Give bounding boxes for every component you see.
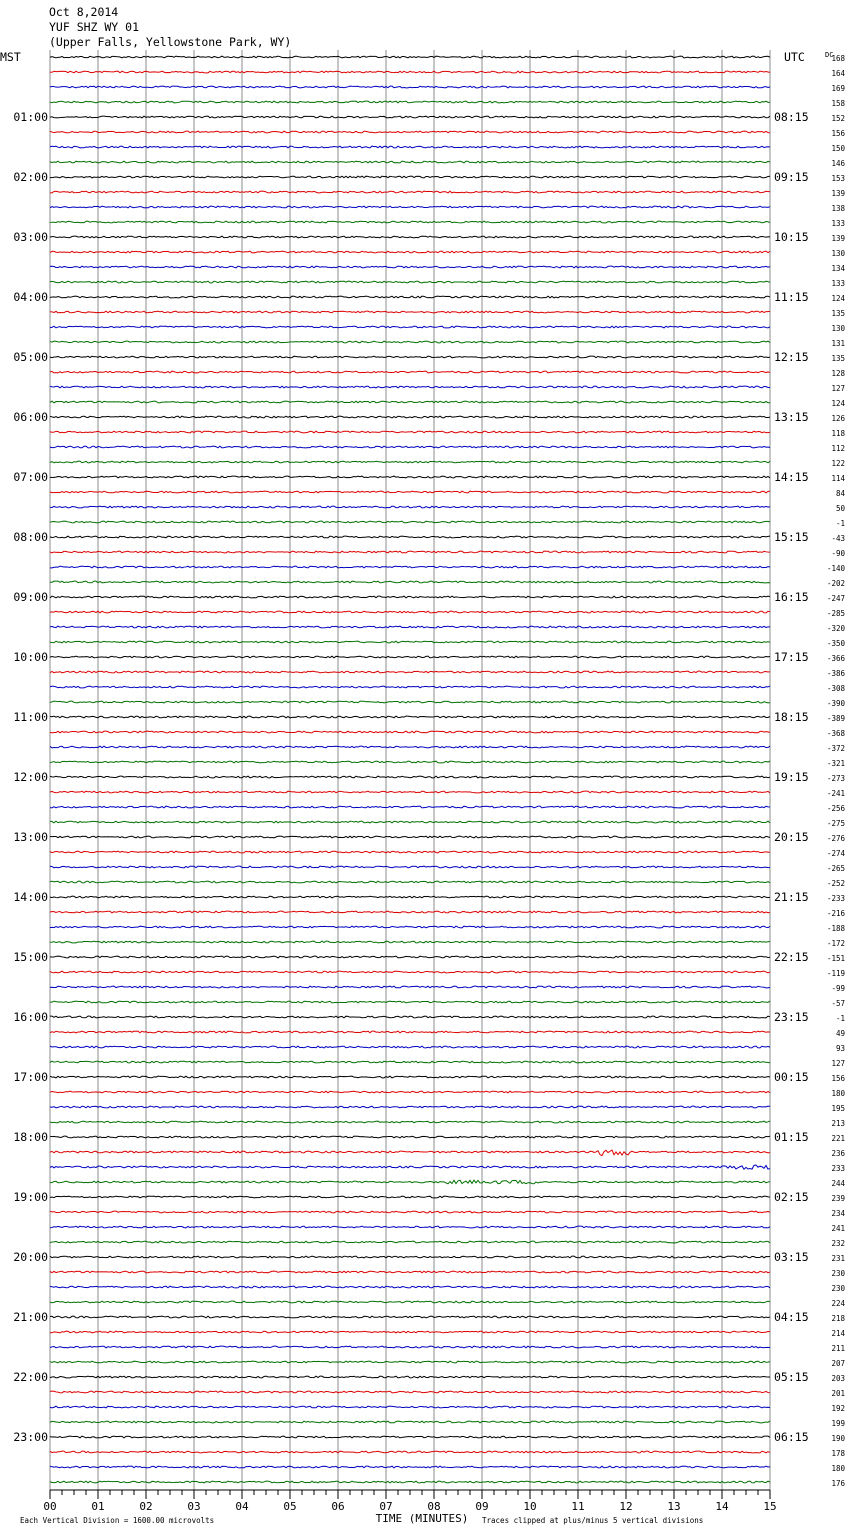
trace-line <box>50 1031 770 1033</box>
hour-label-utc: 10:15 <box>774 230 809 244</box>
x-tick-label: 06 <box>331 1500 345 1513</box>
trace-line <box>50 866 770 868</box>
trace-line <box>50 971 770 973</box>
dc-value: 135 <box>831 354 845 363</box>
dc-value: -202 <box>826 579 845 588</box>
hour-label-utc: 14:15 <box>774 470 809 484</box>
dc-value: -1 <box>835 1014 845 1023</box>
trace-line <box>50 1046 770 1048</box>
dc-value: 124 <box>831 294 845 303</box>
trace-line <box>50 311 770 313</box>
trace-line <box>50 1376 770 1378</box>
trace-line <box>50 1001 770 1003</box>
hour-label-mst: 18:00 <box>13 1130 48 1144</box>
dc-value: 203 <box>831 1374 845 1383</box>
x-tick-label: 11 <box>571 1500 585 1513</box>
trace-line <box>50 1331 770 1333</box>
trace-line <box>50 626 770 628</box>
dc-value: 122 <box>831 459 845 468</box>
hour-label-utc: 18:15 <box>774 710 809 724</box>
hour-label-mst: 14:00 <box>13 890 48 904</box>
hour-label-utc: 16:15 <box>774 590 809 604</box>
hour-label-mst: 08:00 <box>13 530 48 544</box>
trace-line <box>50 236 770 238</box>
x-tick-label: 15 <box>763 1500 777 1513</box>
trace-line <box>50 611 770 613</box>
dc-value: 124 <box>831 399 845 408</box>
x-axis-label: TIME (MINUTES) <box>375 1512 469 1525</box>
trace-line <box>50 71 770 73</box>
hour-label-mst: 13:00 <box>13 830 48 844</box>
hour-label-utc: 22:15 <box>774 950 809 964</box>
trace-line <box>50 986 770 988</box>
dc-value: -285 <box>826 609 845 618</box>
hour-label-mst: 04:00 <box>13 290 48 304</box>
x-tick-label: 07 <box>379 1500 393 1513</box>
hour-label-mst: 11:00 <box>13 710 48 724</box>
dc-value: -90 <box>831 549 845 558</box>
trace-line <box>50 446 770 448</box>
trace-line <box>50 1165 770 1169</box>
seismic-traces <box>50 56 770 1483</box>
hour-label-mst: 20:00 <box>13 1250 48 1264</box>
dc-value: 133 <box>831 279 845 288</box>
dc-value: 130 <box>831 249 845 258</box>
dc-value: -389 <box>826 714 845 723</box>
dc-value: 156 <box>831 129 845 138</box>
trace-line <box>50 326 770 328</box>
x-tick-label: 05 <box>283 1500 297 1513</box>
trace-line <box>50 86 770 88</box>
trace-line <box>50 461 770 463</box>
dc-value: -57 <box>831 999 845 1008</box>
trace-line <box>50 806 770 808</box>
hour-label-mst: 16:00 <box>13 1010 48 1024</box>
trace-line <box>50 386 770 388</box>
trace-line <box>50 221 770 223</box>
trace-line <box>50 491 770 493</box>
hour-label-mst: 09:00 <box>13 590 48 604</box>
footer-scale-note: Each Vertical Division = 1600.00 microvolts <box>20 1516 215 1525</box>
x-tick-label: 01 <box>91 1500 105 1513</box>
dc-value: 218 <box>831 1314 845 1323</box>
dc-value: -119 <box>826 969 845 978</box>
dc-value: 207 <box>831 1359 845 1368</box>
trace-line <box>50 701 770 703</box>
hour-label-utc: 06:15 <box>774 1430 809 1444</box>
trace-line <box>50 161 770 163</box>
trace-line <box>50 716 770 718</box>
dc-value: 176 <box>831 1479 845 1488</box>
trace-line <box>50 551 770 553</box>
trace-line <box>50 281 770 283</box>
dc-value: -247 <box>826 594 845 603</box>
hour-label-mst: 05:00 <box>13 350 48 364</box>
dc-value: 127 <box>831 384 845 393</box>
dc-value: 134 <box>831 264 845 273</box>
trace-line <box>50 431 770 433</box>
dc-value: -265 <box>826 864 845 873</box>
trace-line <box>50 1391 770 1393</box>
dc-value: 127 <box>831 1059 845 1068</box>
trace-line <box>50 836 770 838</box>
trace-line <box>50 1361 770 1363</box>
hour-label-utc: 05:15 <box>774 1370 809 1384</box>
trace-line <box>50 821 770 823</box>
trace-line <box>50 521 770 523</box>
trace-line <box>50 791 770 793</box>
dc-value: 126 <box>831 414 845 423</box>
dc-value: 130 <box>831 324 845 333</box>
trace-line <box>50 1451 770 1453</box>
x-tick-label: 00 <box>43 1500 57 1513</box>
dc-value: -372 <box>826 744 845 753</box>
dc-value: -276 <box>826 834 845 843</box>
hour-label-utc: 13:15 <box>774 410 809 424</box>
dc-value: 178 <box>831 1449 845 1458</box>
trace-line <box>50 1106 770 1108</box>
hour-label-utc: 20:15 <box>774 830 809 844</box>
trace-line <box>50 656 770 658</box>
hour-label-mst: 06:00 <box>13 410 48 424</box>
hour-label-mst: 10:00 <box>13 650 48 664</box>
station-title: YUF SHZ WY 01 <box>49 20 140 34</box>
trace-line <box>50 1286 770 1288</box>
trace-line <box>50 116 770 118</box>
date-title: Oct 8,2014 <box>49 5 119 19</box>
trace-line <box>50 686 770 688</box>
dc-value: -386 <box>826 669 845 678</box>
trace-line <box>50 1466 770 1468</box>
hour-label-utc: 01:15 <box>774 1130 809 1144</box>
dc-value: 50 <box>835 504 845 513</box>
dc-value: -1 <box>835 519 845 528</box>
trace-line <box>50 1301 770 1303</box>
dc-value: -368 <box>826 729 845 738</box>
dc-value: 195 <box>831 1104 845 1113</box>
trace-line <box>50 416 770 418</box>
dc-value: 169 <box>831 84 845 93</box>
dc-value: 221 <box>831 1134 845 1143</box>
dc-value: 139 <box>831 189 845 198</box>
trace-line <box>50 1436 770 1438</box>
trace-line <box>50 851 770 853</box>
x-tick-label: 12 <box>619 1500 633 1513</box>
trace-line <box>50 101 770 103</box>
dc-value: 201 <box>831 1389 845 1398</box>
dc-value: 190 <box>831 1434 845 1443</box>
trace-line <box>50 776 770 778</box>
dc-value: 230 <box>831 1269 845 1278</box>
hour-label-mst: 01:00 <box>13 110 48 124</box>
dc-value: -275 <box>826 819 845 828</box>
dc-value: 114 <box>831 474 845 483</box>
dc-value: -308 <box>826 684 845 693</box>
dc-value: 93 <box>835 1044 845 1053</box>
trace-line <box>50 1076 770 1078</box>
trace-line <box>50 1150 770 1156</box>
trace-line <box>50 1346 770 1348</box>
trace-line <box>50 476 770 478</box>
dc-value: 180 <box>831 1089 845 1098</box>
trace-line <box>50 356 770 358</box>
x-tick-label: 08 <box>427 1500 441 1513</box>
trace-line <box>50 1406 770 1408</box>
trace-line <box>50 191 770 193</box>
trace-line <box>50 1121 770 1123</box>
trace-line <box>50 746 770 748</box>
trace-line <box>50 56 770 58</box>
hour-label-mst: 12:00 <box>13 770 48 784</box>
hour-label-utc: 17:15 <box>774 650 809 664</box>
dc-value: 230 <box>831 1284 845 1293</box>
trace-line <box>50 731 770 733</box>
hour-label-utc: 21:15 <box>774 890 809 904</box>
hour-label-mst: 19:00 <box>13 1190 48 1204</box>
trace-line <box>50 371 770 373</box>
dc-value: 214 <box>831 1329 845 1338</box>
trace-line <box>50 956 770 958</box>
dc-value: -172 <box>826 939 845 948</box>
hour-label-mst: 07:00 <box>13 470 48 484</box>
dc-value: 180 <box>831 1464 845 1473</box>
dc-value: -350 <box>826 639 845 648</box>
hour-label-utc: 03:15 <box>774 1250 809 1264</box>
trace-line <box>50 1091 770 1093</box>
dc-value: 158 <box>831 99 845 108</box>
dc-value: -151 <box>826 954 845 963</box>
dc-value: 135 <box>831 309 845 318</box>
trace-line <box>50 1256 770 1258</box>
dc-value: 192 <box>831 1404 845 1413</box>
hour-label-mst: 17:00 <box>13 1070 48 1084</box>
trace-line <box>50 761 770 763</box>
trace-line <box>50 566 770 568</box>
trace-line <box>50 1226 770 1228</box>
dc-value: -390 <box>826 699 845 708</box>
trace-line <box>50 896 770 898</box>
trace-line <box>50 251 770 253</box>
trace-line <box>50 1196 770 1198</box>
dc-value: -320 <box>826 624 845 633</box>
hour-label-utc: 12:15 <box>774 350 809 364</box>
x-tick-label: 13 <box>667 1500 681 1513</box>
trace-line <box>50 1421 770 1423</box>
trace-line <box>50 1180 770 1184</box>
dc-value: 156 <box>831 1074 845 1083</box>
dc-value: 49 <box>835 1029 845 1038</box>
trace-line <box>50 596 770 598</box>
hour-label-utc: 09:15 <box>774 170 809 184</box>
footer-clip-note: Traces clipped at plus/minus 5 vertical divisions <box>482 1516 704 1525</box>
trace-line <box>50 911 770 913</box>
dc-value: -366 <box>826 654 845 663</box>
trace-line <box>50 1241 770 1243</box>
dc-value: 213 <box>831 1119 845 1128</box>
dc-value: 128 <box>831 369 845 378</box>
dc-value: 234 <box>831 1209 845 1218</box>
dc-value: 232 <box>831 1239 845 1248</box>
hour-label-utc: 08:15 <box>774 110 809 124</box>
right-timezone-label: UTC <box>784 50 805 64</box>
trace-line <box>50 506 770 508</box>
trace-line <box>50 641 770 643</box>
trace-line <box>50 1016 770 1018</box>
trace-line <box>50 941 770 943</box>
hour-label-utc: 15:15 <box>774 530 809 544</box>
dc-value: -274 <box>826 849 845 858</box>
dc-value: -241 <box>826 789 845 798</box>
hour-label-mst: 23:00 <box>13 1430 48 1444</box>
hour-label-utc: 02:15 <box>774 1190 809 1204</box>
dc-value: 241 <box>831 1224 845 1233</box>
hour-label-utc: 00:15 <box>774 1070 809 1084</box>
dc-value: -216 <box>826 909 845 918</box>
hour-label-utc: 23:15 <box>774 1010 809 1024</box>
trace-line <box>50 1136 770 1138</box>
dc-value: -256 <box>826 804 845 813</box>
trace-line <box>50 881 770 883</box>
trace-line <box>50 341 770 343</box>
dc-value: 231 <box>831 1254 845 1263</box>
trace-line <box>50 1061 770 1063</box>
trace-line <box>50 926 770 928</box>
dc-value: -273 <box>826 774 845 783</box>
dc-value: -43 <box>831 534 845 543</box>
dc-value: -321 <box>826 759 845 768</box>
dc-value: 139 <box>831 234 845 243</box>
x-tick-label: 02 <box>139 1500 153 1513</box>
dc-value: 211 <box>831 1344 845 1353</box>
dc-value: 239 <box>831 1194 845 1203</box>
trace-line <box>50 206 770 208</box>
dc-value: 244 <box>831 1179 845 1188</box>
location-title: (Upper Falls, Yellowstone Park, WY) <box>49 35 292 49</box>
trace-line <box>50 296 770 298</box>
dc-value: -188 <box>826 924 845 933</box>
dc-value: -233 <box>826 894 845 903</box>
hour-label-mst: 02:00 <box>13 170 48 184</box>
dc-value: 146 <box>831 159 845 168</box>
dc-value: 131 <box>831 339 845 348</box>
x-tick-label: 14 <box>715 1500 729 1513</box>
trace-line <box>50 1211 770 1213</box>
dc-header-label: DC <box>825 51 834 59</box>
time-axis <box>43 1490 776 1513</box>
dc-value: -140 <box>826 564 845 573</box>
dc-value: 164 <box>831 69 845 78</box>
trace-line <box>50 671 770 673</box>
dc-value: 112 <box>831 444 845 453</box>
hour-label-mst: 15:00 <box>13 950 48 964</box>
dc-value: 236 <box>831 1149 845 1158</box>
trace-line <box>50 1316 770 1318</box>
x-tick-label: 09 <box>475 1500 489 1513</box>
hour-label-mst: 22:00 <box>13 1370 48 1384</box>
hour-label-utc: 19:15 <box>774 770 809 784</box>
trace-line <box>50 266 770 268</box>
hour-label-utc: 04:15 <box>774 1310 809 1324</box>
left-timezone-label: MST <box>0 50 21 64</box>
dc-value: 84 <box>835 489 845 498</box>
x-tick-label: 04 <box>235 1500 249 1513</box>
trace-line <box>50 176 770 178</box>
dc-value: 150 <box>831 144 845 153</box>
hour-label-mst: 21:00 <box>13 1310 48 1324</box>
trace-line <box>50 1481 770 1483</box>
trace-line <box>50 401 770 403</box>
dc-value: 153 <box>831 174 845 183</box>
dc-value: 233 <box>831 1164 845 1173</box>
dc-value: -99 <box>831 984 845 993</box>
dc-value: 138 <box>831 204 845 213</box>
dc-value: 168 <box>831 54 845 63</box>
dc-value: 224 <box>831 1299 845 1308</box>
trace-line <box>50 131 770 133</box>
x-tick-label: 03 <box>187 1500 201 1513</box>
dc-value: 152 <box>831 114 845 123</box>
trace-line <box>50 1271 770 1273</box>
dc-offset-labels <box>827 54 846 1488</box>
dc-value: 118 <box>831 429 845 438</box>
dc-value: 133 <box>831 219 845 228</box>
hour-label-mst: 03:00 <box>13 230 48 244</box>
dc-value: 199 <box>831 1419 845 1428</box>
x-tick-label: 10 <box>523 1500 537 1513</box>
hour-label-utc: 11:15 <box>774 290 809 304</box>
trace-line <box>50 536 770 538</box>
dc-value: -252 <box>826 879 845 888</box>
trace-line <box>50 146 770 148</box>
trace-line <box>50 581 770 583</box>
